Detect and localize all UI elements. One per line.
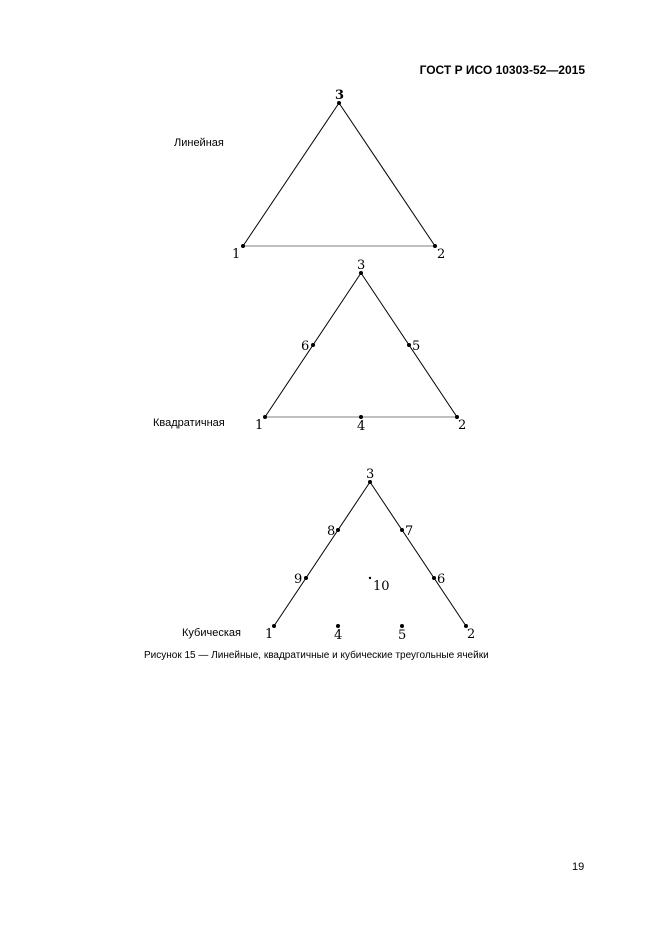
node-label-6: 6 bbox=[301, 339, 310, 354]
edge-3-2 bbox=[370, 482, 466, 626]
node-label-2: 2 bbox=[437, 247, 446, 262]
node-label-5: 5 bbox=[412, 339, 421, 354]
cubic-triangle bbox=[265, 467, 475, 643]
node-label-1: 1 bbox=[265, 627, 274, 642]
node-7 bbox=[400, 528, 404, 532]
node-1 bbox=[241, 244, 245, 248]
page-number: 19 bbox=[572, 861, 585, 873]
node-9 bbox=[304, 576, 308, 580]
node-10 bbox=[369, 577, 371, 579]
node-label-1: 1 bbox=[255, 418, 264, 433]
edge-3-2 bbox=[339, 103, 435, 246]
node-label-2: 2 bbox=[467, 627, 476, 642]
document-standard-header: ГОСТ Р ИСО 10303-52—2015 bbox=[419, 63, 585, 77]
node-label-3: 3 bbox=[335, 88, 345, 103]
linear-element-label: Линейная bbox=[174, 137, 224, 149]
linear-triangle bbox=[232, 88, 445, 262]
quadratic-triangle bbox=[255, 258, 466, 434]
node-6 bbox=[432, 576, 436, 580]
figure-caption: Рисунок 15 — Линейные, квадратичные и кубические треугольные ячейки bbox=[144, 650, 489, 661]
node-label-3: 3 bbox=[357, 258, 366, 273]
node-1 bbox=[263, 415, 267, 419]
node-8 bbox=[336, 528, 340, 532]
node-6 bbox=[311, 343, 315, 347]
node-label-6: 6 bbox=[437, 572, 446, 587]
cubic-element-label: Кубическая bbox=[182, 627, 241, 639]
node-label-8: 8 bbox=[327, 524, 336, 539]
node-label-3: 3 bbox=[366, 467, 375, 482]
node-label-1: 1 bbox=[232, 247, 241, 262]
node-label-9: 9 bbox=[294, 572, 303, 587]
node-label-4: 4 bbox=[357, 419, 366, 434]
node-label-2: 2 bbox=[458, 418, 467, 433]
node-label-4: 4 bbox=[334, 628, 343, 643]
node-5 bbox=[407, 343, 411, 347]
edge-1-3 bbox=[274, 482, 370, 626]
node-label-10: 10 bbox=[373, 579, 390, 594]
quadratic-element-label: Квадратичная bbox=[153, 417, 225, 429]
node-label-5: 5 bbox=[398, 628, 407, 643]
node-label-7: 7 bbox=[405, 524, 414, 539]
edge-1-3 bbox=[243, 103, 339, 246]
